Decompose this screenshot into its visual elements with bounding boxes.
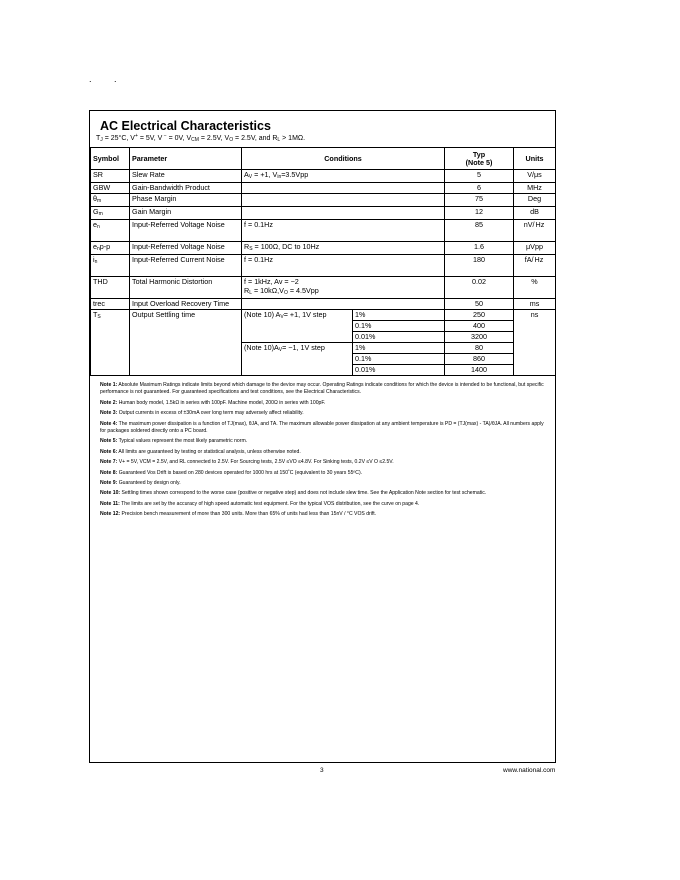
symbol-cell: $G_m$	[91, 207, 130, 220]
symbol-cell: GBW	[91, 183, 130, 194]
symbol-cell: SR	[91, 170, 130, 183]
parameter-cell: Input-Referred Voltage Noise	[130, 242, 242, 255]
table-row	[91, 183, 556, 194]
parameter-cell: Gain Margin	[130, 207, 242, 220]
typ-cell: 180	[445, 255, 514, 277]
ac-characteristics-panel	[89, 110, 556, 763]
typ-cell: 0.02	[445, 277, 514, 299]
table-row	[91, 242, 556, 255]
note-7: Note 7: V+ = 5V, VCM = 2.5V, and RL connected to 2.5V. For Sourcing tests, 2.5V ≤VO ≤4.8V. For Sinking tests, 0.2V ≤V O ≤2.5V.	[100, 459, 394, 466]
step-cell: 0.1%	[353, 321, 445, 332]
table-row	[91, 194, 556, 207]
parameter-cell: Input-Referred Voltage Noise	[130, 220, 242, 242]
typ-cell: 80	[445, 343, 514, 354]
conditions-cell	[242, 183, 445, 194]
parameter-cell: Gain-Bandwidth Product	[130, 183, 242, 194]
units-cell: V/μs	[514, 170, 556, 183]
conditions-cell	[242, 194, 445, 207]
conditions-cell: f = 0.1Hz	[242, 220, 445, 242]
typ-cell: 250	[445, 310, 514, 321]
units-cell: ns	[514, 310, 556, 376]
units-cell: μVpp	[514, 242, 556, 255]
footer-url: www.national.com	[503, 767, 556, 774]
units-cell: ms	[514, 299, 556, 310]
parameter-cell: Slew Rate	[130, 170, 242, 183]
step-cell: 0.1%	[353, 354, 445, 365]
header-symbol: Symbol	[91, 148, 130, 170]
conditions-cell: (Note 10) $A_V= +1$, 1V step	[242, 310, 353, 343]
note-8: Note 8: Guaranteed Vos Drift is based on 280 devices operated for 1000 hrs at 150˚C (equivalent to 30 years 55ºC).	[100, 469, 363, 476]
typ-cell: 1.6	[445, 242, 514, 255]
typ-cell: 75	[445, 194, 514, 207]
note-4: Note 4: The maximum power dissipation is a function of TJ(max), θJA, and TA. The maximum allowable power dissipation at any ambient temperature is PD = (TJ(max) - TA)/θJA. All numbers apply for packages soldered directly onto a PC board.	[100, 420, 544, 435]
typ-cell: 6	[445, 183, 514, 194]
header-conditions: Conditions	[242, 148, 445, 170]
note-11: Note 11: The limits are set by the accuracy of high speed automatic test equipment. For the typical VOS distribution, see the curve on page 4.	[100, 500, 420, 507]
step-cell: 0.01%	[353, 332, 445, 343]
conditions-cell: $R_S = 100\Omega$, DC to 10Hz	[242, 242, 445, 255]
conditions-cell: f = 1kHz, Av = −2 $R_L = 10k\Omega,V_O = 4.5Vpp$	[242, 277, 445, 299]
symbol-cell: $e_np-p$	[91, 242, 130, 255]
parameter-cell: Total Harmonic Distortion	[130, 277, 242, 299]
sqrt-symbol: Hz	[534, 255, 544, 264]
typ-cell: 12	[445, 207, 514, 220]
symbol-cell: $T_S$	[91, 310, 130, 376]
note-5: Note 5: Typical values represent the most likely parametric norm.	[100, 438, 248, 445]
page-number: 3	[320, 767, 324, 774]
parameter-cell: Phase Margin	[130, 194, 242, 207]
units-cell: nV/Hz	[514, 220, 556, 242]
typ-cell: 50	[445, 299, 514, 310]
typ-cell: 860	[445, 354, 514, 365]
units-cell: %	[514, 277, 556, 299]
header-units: Units	[514, 148, 556, 170]
symbol-cell: trec	[91, 299, 130, 310]
symbol-cell: THD	[91, 277, 130, 299]
note-3: Note 3: Output currents in excess of ±30mA over long term may adversely affect reliability.	[100, 410, 304, 417]
conditions-cell: (Note $10)A_V= -1$, 1V step	[242, 343, 353, 376]
note-6: Note 6: All limits are guaranteed by testing or statistical analysis, unless otherwise noted.	[100, 448, 301, 455]
symbol-cell: $i_n$	[91, 255, 130, 277]
sqrt-symbol: Hz	[535, 220, 545, 229]
typ-cell: 5	[445, 170, 514, 183]
typ-cell: 400	[445, 321, 514, 332]
parameter-cell: Input Overload Recovery Time	[130, 299, 242, 310]
note-9: Note 9: Guaranteed by design only.	[100, 480, 181, 487]
symbol-cell: $\theta_m$	[91, 194, 130, 207]
step-cell: 1%	[353, 343, 445, 354]
footnotes	[100, 382, 550, 522]
conditions-cell	[242, 299, 445, 310]
note-1: Note 1: Absolute Maximum Ratings indicate limits beyond which damage to the device may occur. Operating Ratings indicate conditions for which the device is intended to be functional, but specific performance is not guaranteed. For guaranteed specifications and test conditions, see the Electrical Characteristics.	[100, 382, 544, 396]
symbol-cell: $e_n$	[91, 220, 130, 242]
step-cell: 0.01%	[353, 365, 445, 376]
conditions-cell: f = 0.1Hz	[242, 255, 445, 277]
header-marks: . .	[89, 74, 127, 84]
typ-cell: 85	[445, 220, 514, 242]
characteristics-table	[90, 147, 556, 376]
table-row	[91, 220, 556, 242]
section-title: AC Electrical Characteristics	[100, 119, 271, 133]
header-typ: Typ (Note 5)	[445, 148, 514, 170]
table-row	[91, 310, 556, 321]
note-12: Note 12: Precision bench measurement of more than 300 units. More than 65% of units had less than 15nV / °C VOS drift.	[100, 511, 377, 518]
table-row	[91, 207, 556, 220]
table-row	[91, 277, 556, 299]
header-parameter: Parameter	[130, 148, 242, 170]
table-row	[91, 299, 556, 310]
table-header-row	[91, 148, 556, 170]
conditions-cell	[242, 207, 445, 220]
note-10: Note 10: Settling times shown correspond to the worse case (positive or negative step) and does not include slew time. See the Application Note section for test schematic.	[100, 490, 487, 497]
units-cell: Deg	[514, 194, 556, 207]
note-2: Note 2: Human body model, 1.5kΩ in series with 100pF. Machine model, 200Ω in series with 100pF.	[100, 399, 326, 406]
units-cell: dB	[514, 207, 556, 220]
typ-cell: 3200	[445, 332, 514, 343]
table-row	[91, 170, 556, 183]
parameter-cell: Input-Referred Current Noise	[130, 255, 242, 277]
units-cell: MHz	[514, 183, 556, 194]
typ-cell: 1400	[445, 365, 514, 376]
conditions-cell: $A_V = +1$, $V_{in}=3.5Vpp$	[242, 170, 445, 183]
table-row	[91, 255, 556, 277]
step-cell: 1%	[353, 310, 445, 321]
test-conditions: $T_J = 25^\circ C$, V+ = 5V, V − = 0V, $V_{CM} = 2.5V$, $V_O = 2.5V$, and $R_L > 1M\Omega$.	[96, 133, 306, 143]
parameter-cell: Output Settling time	[130, 310, 242, 376]
units-cell: fA/Hz	[514, 255, 556, 277]
